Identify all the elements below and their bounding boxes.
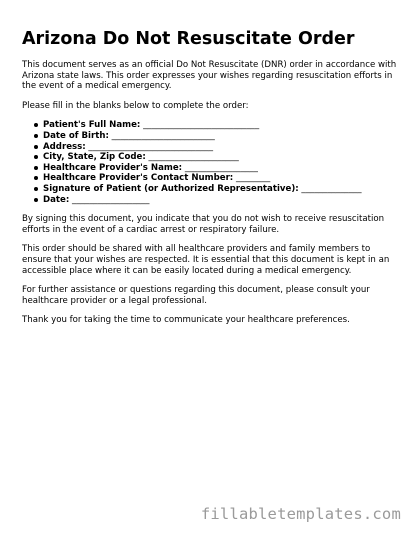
field-label: Date of Birth: [43,130,109,141]
assistance-statement: For further assistance or questions regarding this document, please consult your healthcare provider or a legal professional. [22,285,370,306]
intro-paragraph: This document serves as an official Do Not Resuscitate (DNR) order in accordance with Arizona state laws. This order expresses your wishes regarding resuscitation efforts in the event of a medical emergency. [22,60,397,92]
bullet-icon [34,123,38,127]
bullet-icon [34,187,38,191]
field-label: Date: [43,194,70,205]
form-field-list [22,120,397,205]
field-label: Patient's Full Name: [43,120,141,131]
bullet-icon [34,145,38,149]
bullet-icon [34,155,38,159]
instruction-paragraph: Please fill in the blanks below to complete the order: [22,100,249,111]
field-label: Healthcare Provider's Name: [43,162,183,173]
document-title: Arizona Do Not Resuscitate Order [22,29,355,49]
field-blank[interactable]: __________________ [69,194,150,205]
field-blank[interactable]: ______________ [298,183,362,194]
field-label: City, State, Zip Code: [43,152,146,163]
sharing-statement: This order should be shared with all healthcare providers and family members to ensure that your wishes are respected. It is essential that this document is kept in an accessible place where it can be easily located during a medical emergency. [22,244,390,276]
field-blank[interactable]: _________________ [182,162,258,173]
bullet-icon [34,176,38,180]
bullet-icon [34,198,38,202]
field-blank[interactable]: ________________________ [108,130,215,141]
closing-statement: Thank you for taking the time to communicate your healthcare preferences. [22,315,350,326]
field-city-state-zip [34,152,397,163]
field-blank[interactable]: ________ [233,173,271,184]
field-blank[interactable]: _____________________________ [85,141,214,152]
field-provider-contact-number [34,173,397,184]
field-blank[interactable]: ___________________________ [140,120,260,131]
field-label: Signature of Patient (or Authorized Representative): [43,183,299,194]
field-blank[interactable]: _____________________ [145,152,239,163]
field-date [34,195,397,206]
field-address [34,142,397,153]
bullet-icon [34,134,38,138]
field-label: Address: [43,141,86,152]
signing-statement: By signing this document, you indicate that you do not wish to receive resuscitation efforts in the event of a cardiac arrest or respiratory failure. [22,214,385,235]
document-page [22,28,397,335]
field-patient-signature [34,184,397,195]
footer-watermark: fillabletemplates.com [200,505,401,523]
field-label: Healthcare Provider's Contact Number: [43,173,234,184]
field-patient-full-name [34,120,397,131]
field-date-of-birth [34,131,397,142]
bullet-icon [34,166,38,170]
field-provider-name [34,163,397,174]
